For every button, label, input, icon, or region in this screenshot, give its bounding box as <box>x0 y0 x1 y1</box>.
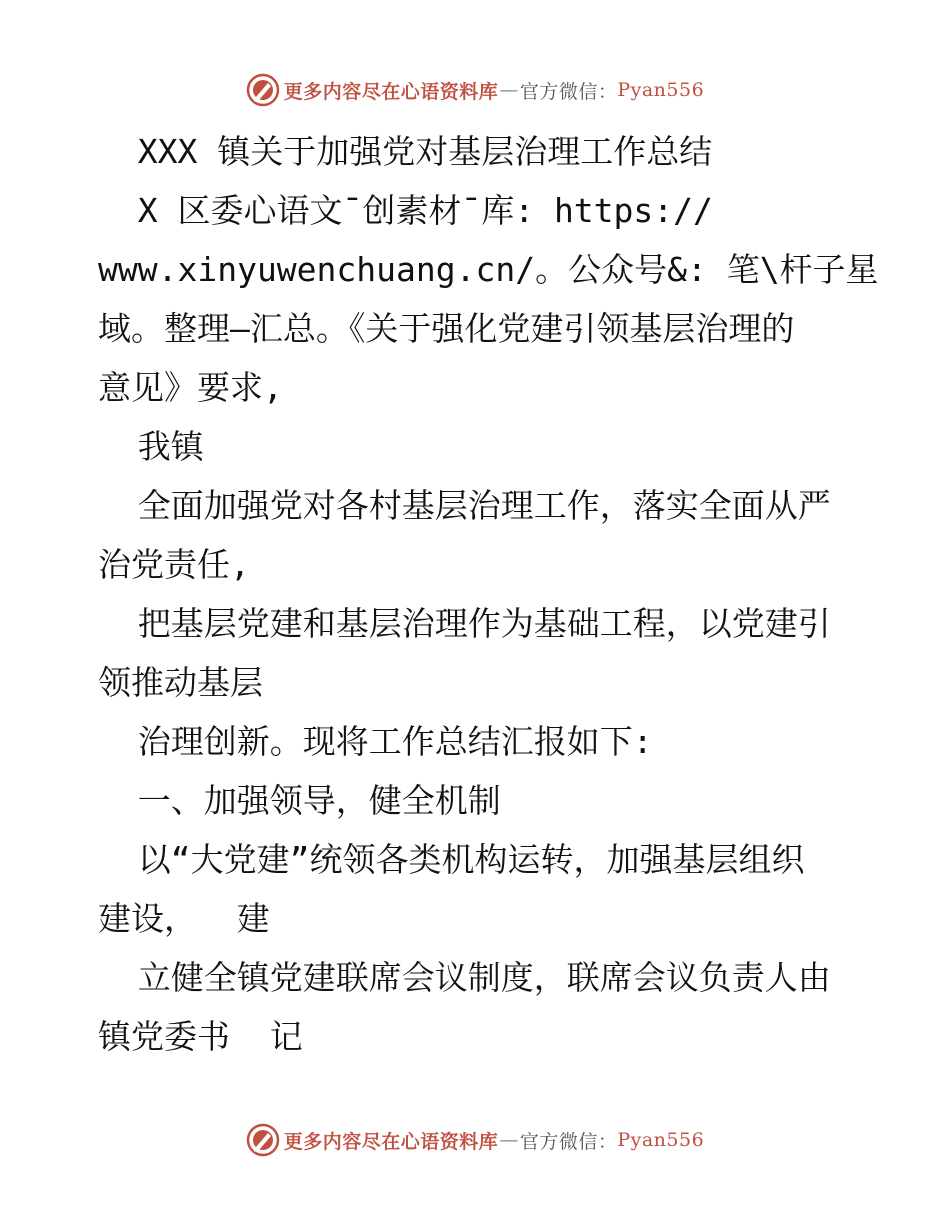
document-body <box>98 122 879 1066</box>
section-heading: 一、加强领导，健全机制 <box>98 781 501 820</box>
banner-text <box>284 1127 704 1154</box>
text-line: 域。整理—汇总。《关于强化党建引领基层治理的 <box>98 309 795 348</box>
text-line: 我镇 <box>98 427 204 466</box>
banner-dash: — <box>499 79 519 101</box>
footer-watermark-banner <box>0 1122 950 1158</box>
text-line: 把基层党建和基层治理作为基础工程，以党建引 <box>98 604 831 643</box>
text-line: 全面加强党对各村基层治理工作，落实全面从严 <box>98 486 831 525</box>
banner-wechat-id: Pyan556 <box>617 79 705 101</box>
text-line: 领推动基层 <box>98 663 263 702</box>
banner-text <box>284 77 704 104</box>
text-line: 以“大党建”统领各类机构运转，加强基层组织 <box>98 840 805 879</box>
document-title: XXX 镇关于加强党对基层治理工作总结 <box>98 132 713 171</box>
text-line: X 区委心语文¯创素材¯库: https:// <box>98 191 713 230</box>
text-line: 治党责任, <box>98 545 250 584</box>
header-watermark-banner <box>0 72 950 108</box>
banner-main-text: 更多内容尽在心语资料库 <box>283 80 499 103</box>
banner-sub-text: 官方微信： <box>519 80 618 103</box>
pen-logo-icon <box>246 73 280 107</box>
text-line: 建设， 建 <box>98 899 270 938</box>
text-line: 治理创新。现将工作总结汇报如下: <box>98 722 653 761</box>
text-line: 镇党委书 记 <box>98 1017 303 1056</box>
banner-dash: — <box>499 1129 519 1151</box>
text-line: www.xinyuwenchuang.cn/。公众号&: 笔\杆子星 <box>98 250 879 289</box>
text-line: 立健全镇党建联席会议制度，联席会议负责人由 <box>98 958 831 997</box>
banner-wechat-id: Pyan556 <box>617 1129 705 1151</box>
banner-sub-text: 官方微信： <box>519 1130 618 1153</box>
pen-logo-icon <box>246 1123 280 1157</box>
banner-main-text: 更多内容尽在心语资料库 <box>283 1130 499 1153</box>
text-line: 意见》要求, <box>98 368 283 407</box>
